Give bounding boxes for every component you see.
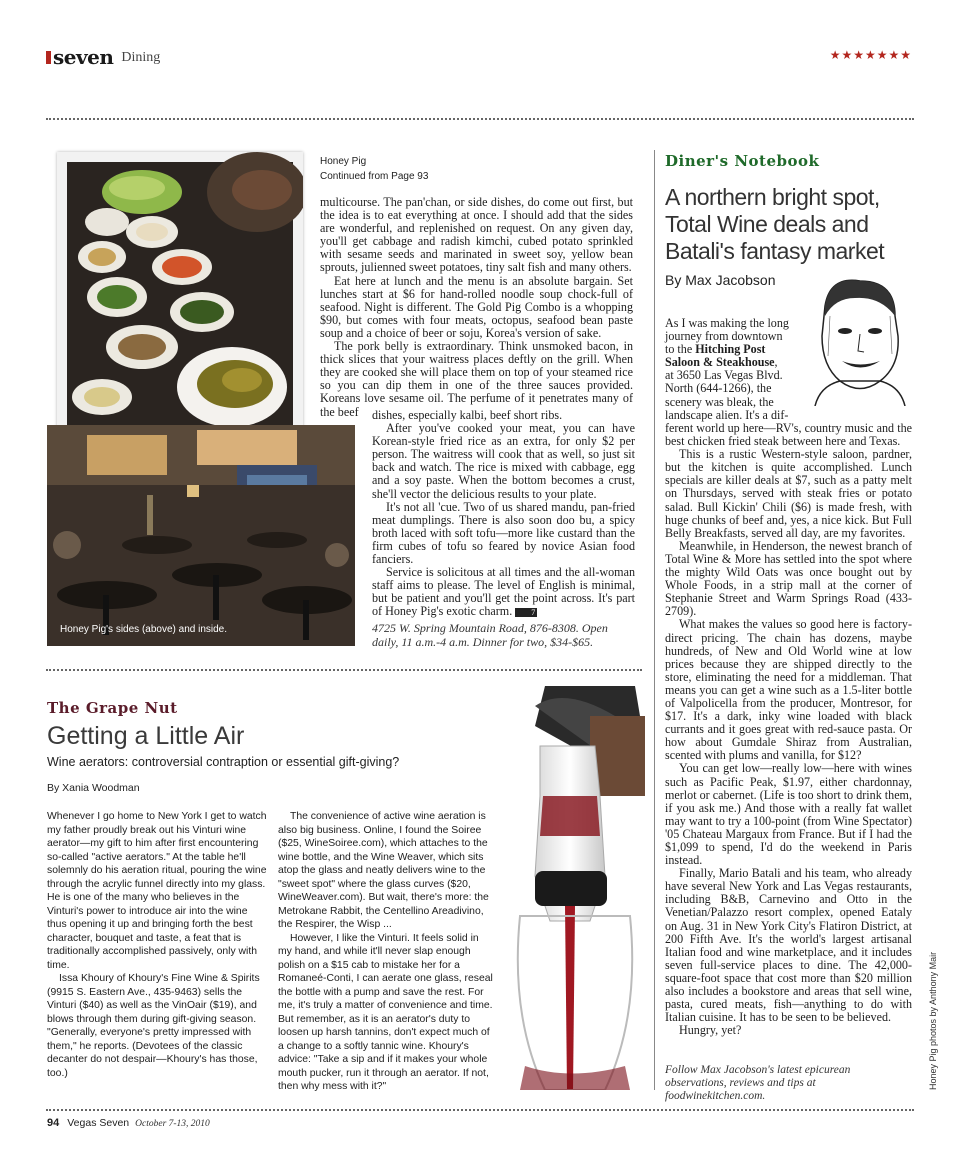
paragraph: It's not all 'cue. Two of us shared mandu, pan-fried meat dumplings. There is also soon doo bu, a spicy broth laced with soft tofu—more like custard than the firm cubes of tofu so feared by novice Asian food fanciers. — [372, 499, 635, 567]
photo-caption: Honey Pig's sides (above) and inside. — [60, 624, 228, 635]
end-mark: 7 — [515, 608, 537, 617]
section-divider — [46, 669, 642, 671]
continued-note: Continued from Page 93 — [320, 171, 429, 182]
footer-divider — [46, 1109, 914, 1111]
paragraph: After you've cooked your meat, you can have Korean-style fried rice as an extra, for only $2 per person. The waitress will cook that as well, so just sit back and watch. The rice is mixed with cabbage, egg and a soy paste. When the bottom becomes a crust, she'll vector the delicious results to your plate. — [372, 421, 635, 501]
intro-line: at 3650 Las Vegas Blvd. — [665, 368, 783, 383]
paragraph: The convenience of active wine aeration is also big business. Online, I found the Soiree ($25, WineSoiree.com), which attaches to the wine bottle, and the Wine Weaver, which sits atop the glass and neatly delivers wine to the "sweet spot" where the glass curves ($20, WineWeaver.com). But wait, there's more: the Metrokane Rabbit, the Centellino Areadivino, the Respirer, the Wisp ... — [278, 811, 489, 930]
paragraph-text: Service is solicitous at all times and the all-woman staff aims to please. The level of English is minimal, but be patient and you'll get the point across. It's part of Honey Pig's exotic charm. — [372, 565, 635, 619]
header-divider — [46, 118, 914, 120]
logo-bar — [46, 51, 51, 64]
paragraph: multicourse. The pan'chan, or side dishes, do come out first, but the idea is to eat everything at once. I should add that the sides are wonderful, and replenished on request. On any given day, you'll get cabbage and radish kimchi, cubed potato sprinkled with sesame seeds and marinated in sweet soy, yellow bean sprouts, julienned sweet potatoes, tiny salt fish and many others. — [320, 195, 633, 275]
section-name: Dining — [121, 50, 161, 65]
aerator-photo — [505, 686, 645, 1090]
honey-pig-title: Honey Pig — [320, 156, 367, 167]
side-dishes-image — [57, 152, 303, 452]
restaurant-interior-image — [47, 425, 355, 646]
intro-line: Saloon & Steakhouse, — [665, 355, 778, 370]
paragraph: Whenever I go home to New York I get to watch my father proudly break out his Vinturi wine aerator—my gift to him after first encountering so-called "active aerators." At the table he'll solemnly do his aeration ritual, pouring the wine through the acrylic funnel directly into my glass. He is one of the many who believes in the Vinturi's power to introduce air into the wine thus opening it up and bringing forth the best character, bouquet and taste, a feat that is traditionally accomplished passively, only with time. — [47, 811, 267, 971]
grape-nut-byline: By Xania Woodman — [47, 782, 140, 794]
intro-line-text: to the — [665, 342, 696, 357]
intro-line: North (644-1266), the — [665, 381, 772, 396]
restaurant-name: Hitching Post — [695, 342, 766, 357]
paragraph: However, I like the Vinturi. It feels solid in my hand, and while it'll never slap enough polish on a $15 cab to mistake her for a Romaneé-Conti, I can aerate one glass, reseal the bottle with a pump and save the rest. For me, it's truly a matter of convenience and time. But remember, as it is an aerator's duty to loosen up harsh tannins, don't expect much of a change to a softly tannic wine. Khoury's advice: "Take a sip and if it makes your whole mouth pucker, run it through an aerator. If not, then why mess with it?" — [278, 932, 493, 1092]
notebook-byline: By Max Jacobson — [665, 272, 776, 288]
column-divider — [654, 150, 655, 1090]
notebook-footer: Follow Max Jacobson's latest epicurean observations, reviews and tips at foodwinekitchen.com. — [665, 1064, 851, 1102]
paragraph: Eat here at lunch and the menu is an absolute bargain. Set lunches start at $6 for hand-rolled noodle soup chock-full of seafood. Night is different. The Gold Pig Combo is a whopping $90, but comes with four meats, octopus, seafood bean paste soup and a choice of beer or soju, Korea's version of sake. — [320, 273, 633, 340]
grape-nut-headline: Getting a Little Air — [47, 722, 245, 750]
page-number: 94 — [47, 1117, 60, 1129]
author-portrait-icon — [800, 276, 910, 406]
paragraph: Hungry, yet? — [679, 1023, 742, 1038]
grape-nut-deck: Wine aerators: controversial contraption or essential gift-giving? — [47, 755, 400, 769]
rating-stars: ★★★★★★★ — [829, 48, 912, 62]
notebook-headline: A northern bright spot, Total Wine deals and Batali's fantasy market — [665, 184, 885, 264]
paragraph: This is a rustic Western-style saloon, pardner, but the kitchen is quite accomplished. Lunch specials are killer deals at $7, such as a patty melt on Thursdays, served with steak fries or potato salad. Bull Kickin' Chili ($6) is made fresh, with huge chunks of beef and, yes, a nice kick. But Full Belly Breakfasts, served all day, are my favorites. — [665, 447, 912, 540]
grape-nut-kicker: The Grape Nut — [47, 699, 178, 717]
paragraph: dishes, especially kalbi, beef short ribs. — [372, 408, 563, 422]
restaurant-name-cont: Saloon & Steakhouse — [665, 355, 775, 370]
honey-pig-body-upper — [320, 196, 633, 419]
paragraph: What makes the values so good here is factory-direct pricing. The chain has dozens, maybe hundreds, of New and Old World wine at low prices because they are shipped directly to the store, eliminating the need for a middleman. That means you can get a wine such as a 1.5-liter bottle of Valpolicella from the producer, Montresor, for $17. It's a dark, inky wine loaded with black currants and it goes great with red-sauce pasta. Or how about Gumdale Shiraz from Australian, scented with plums and vanilla, for $12? — [665, 617, 912, 763]
publication-name: Vegas Seven — [67, 1117, 130, 1129]
interior-photo — [47, 425, 355, 646]
page-footer — [47, 1117, 210, 1129]
grape-nut-col2 — [278, 810, 494, 1094]
paragraph: You can get low—really low—here with wines such as Pacific Peak, $1.97, either chardonnay, merlot or cabernet. (Life is too short to drink them, if you ask me.) And those with a really fat wallet may want to try a 100-point (from Wine Spectator) '05 Chateau Margaux from France. But if I had the $1,099 to spend, I'd do the weekend in Paris instead. — [665, 761, 912, 868]
intro-line: journey from downtown — [665, 329, 783, 344]
author-sketch — [800, 276, 910, 406]
paragraph: Meanwhile, in Henderson, the newest branch of Total Wine & More has settled into the spot where the mighty Wild Oats was once bought out by Whole Foods, in a strip mall at the corner of Stephanie Street and Warm Springs Road (433-2709). — [665, 538, 912, 619]
honey-pig-body-lower — [372, 409, 635, 619]
paragraph: Finally, Mario Batali and his team, who already have several New York and Las Vegas restaurants, including B&B, Carnevino and Otto in the Venetian/Palazzo resort complex, opened Eataly on Aug. 31 in New York City's Flatiron District, at 200 Fifth Ave. It's the world's largest artisanal Italian food and wine marketplace, and it includes seven full-service places to dine. The 42,000-square-foot space that cost more than $20 million also includes a bookstore and areas that sell wine, pasta, cured meats, fish—anything to do with Italian cuisine. It has to be seen to be believed. — [665, 866, 912, 1025]
wine-aerator-image — [505, 686, 645, 1090]
food-photo — [57, 152, 303, 452]
restaurant-info: 4725 W. Spring Mountain Road, 876-8308. Open daily, 11 a.m.-4 a.m. Dinner for two, $34-$65. — [372, 621, 608, 649]
notebook-body — [665, 422, 912, 1037]
paragraph: ferent world up here—RV's, country music and the best chicken fried steak between here and Texas. — [665, 421, 912, 449]
paragraph — [372, 566, 635, 618]
issue-date: October 7-13, 2010 — [135, 1119, 210, 1129]
photo-credit: Honey Pig photos by Anthony Mair — [928, 951, 938, 1090]
paragraph: The pork belly is extraordinary. Think unsmoked bacon, in thick slices that your waitress places deftly on the grill. When they are cooked she will place them on top of your steamed rice so you can dip them in one of the three sauces provided. Koreans love sesame oil. The perfume of it penetrates many of the beef — [320, 339, 633, 419]
intro-line: As I was making the long — [665, 316, 789, 330]
logo: seven — [53, 45, 114, 69]
paragraph: Issa Khoury of Khoury's Fine Wine & Spirits (9915 S. Eastern Ave., 435-9463) sells the Vinturi ($40) as well as the VinOair ($19), and blows through them during gift-giving season. "Generally, everyone's pretty impressed with them," he reports. (Devotees of the classic decanter do not despair—Khoury's has those, too.) — [47, 973, 260, 1079]
notebook-kicker: Diner's Notebook — [665, 152, 820, 170]
grape-nut-col1 — [47, 810, 269, 1080]
intro-line: scenery was bleak, the — [665, 394, 774, 409]
masthead — [46, 43, 160, 67]
notebook-intro — [665, 317, 805, 422]
intro-line: landscape alien. It's a dif- — [665, 407, 789, 422]
